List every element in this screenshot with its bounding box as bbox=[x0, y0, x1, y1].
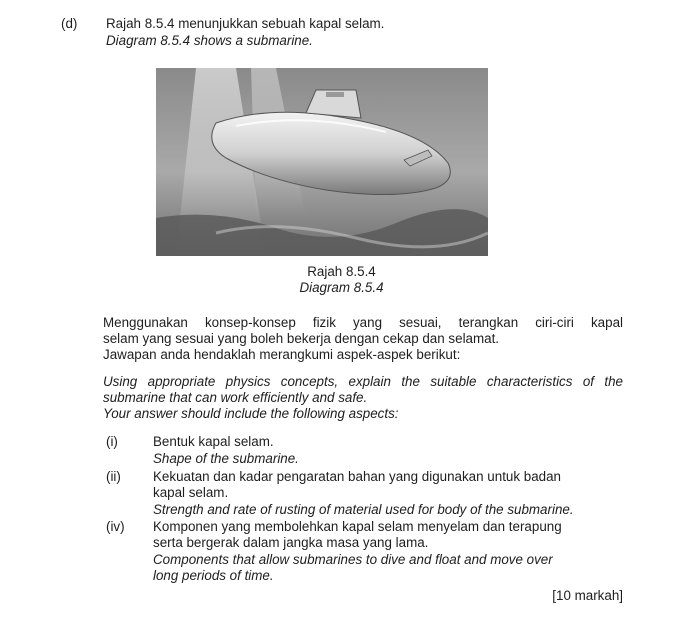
figure-caption-ms: Rajah 8.5.4 bbox=[307, 264, 376, 279]
instruction-en-line2: submarine that can work efficiently and safe. bbox=[103, 390, 368, 405]
question-intro-ms: Rajah 8.5.4 menunjukkan sebuah kapal selam. bbox=[106, 16, 385, 31]
instruction-ms-line2: selam yang sesuai yang boleh bekerja dengan cekap dan selamat. bbox=[103, 331, 500, 346]
aspect-ms-line: Komponen yang membolehkan kapal selam menyelam dan terapung bbox=[153, 519, 562, 534]
figure-caption-en: Diagram 8.5.4 bbox=[299, 280, 384, 295]
aspect-number: (iv) bbox=[106, 519, 125, 534]
aspect-number: (i) bbox=[106, 434, 118, 449]
submarine-figure bbox=[156, 68, 488, 256]
instruction-ms-line3: Jawapan anda hendaklah merangkumi aspek-aspek berikut: bbox=[103, 347, 461, 362]
aspect-ms-line: Bentuk kapal selam. bbox=[153, 434, 274, 449]
instruction-ms-line1: Menggunakan konsep-konsep fizik yang sesuai, terangkan ciri-ciri kapal bbox=[103, 315, 623, 330]
marks-label: [10 markah] bbox=[552, 588, 623, 603]
aspect-en-line: Components that allow submarines to dive and float and move over bbox=[153, 552, 553, 567]
aspect-en-line: Shape of the submarine. bbox=[153, 451, 299, 466]
aspect-en-line: Strength and rate of rusting of material used for body of the submarine. bbox=[153, 502, 574, 517]
aspect-en-line: long periods of time. bbox=[153, 568, 274, 583]
question-label: (d) bbox=[61, 16, 78, 31]
instruction-en-line1: Using appropriate physics concepts, explain the suitable characteristics of the bbox=[103, 374, 623, 389]
instruction-en-line3: Your answer should include the following aspects: bbox=[103, 406, 399, 421]
aspect-number: (ii) bbox=[106, 469, 121, 484]
aspect-ms-line: Kekuatan dan kadar pengaratan bahan yang digunakan untuk badan bbox=[153, 469, 562, 484]
aspect-ms-line: serta bergerak dalam jangka masa yang lama. bbox=[153, 535, 429, 550]
aspect-ms-line: kapal selam. bbox=[153, 485, 229, 500]
question-intro-en: Diagram 8.5.4 shows a submarine. bbox=[106, 33, 313, 48]
